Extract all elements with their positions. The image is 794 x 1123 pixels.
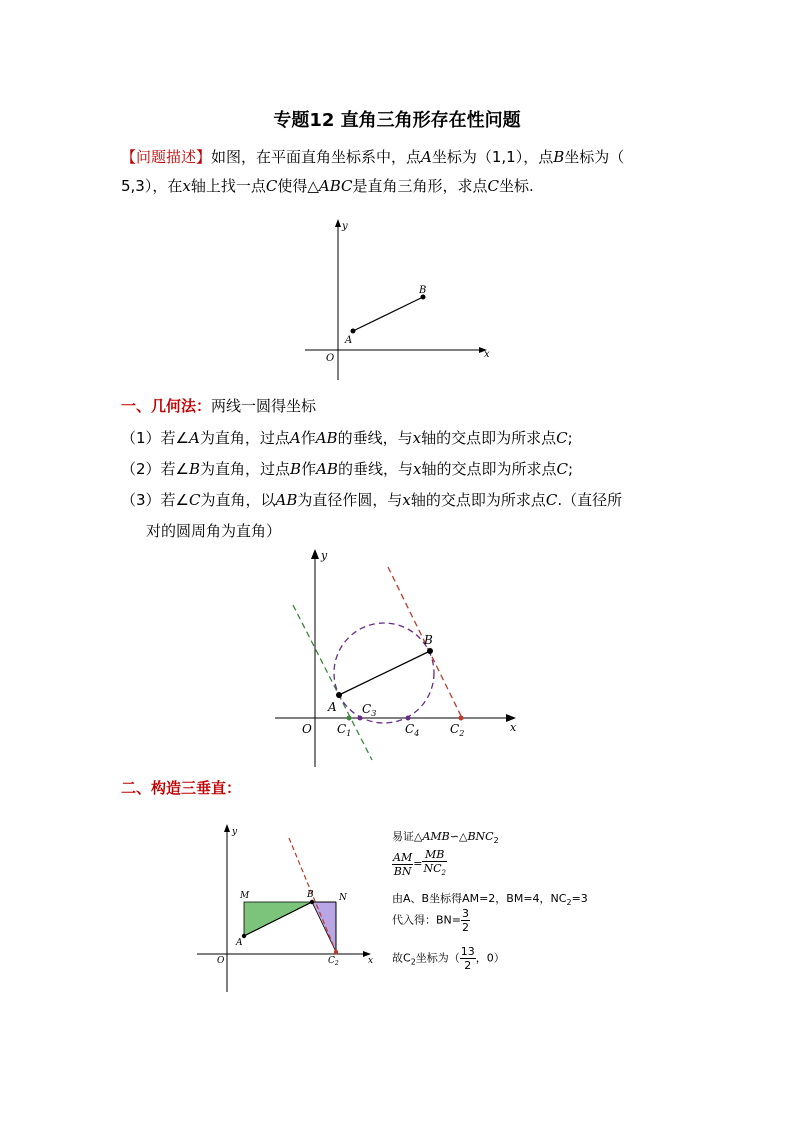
- fraction-3-2: [461, 907, 470, 934]
- C1-letter: C: [337, 722, 347, 736]
- text: 坐标为（: [564, 148, 625, 166]
- C2-letter: C: [450, 722, 460, 736]
- point-B-dot: [310, 900, 314, 904]
- A-label: A: [236, 938, 243, 948]
- B-label: B: [307, 890, 314, 900]
- point-C: C: [556, 460, 568, 478]
- point-B: B: [290, 460, 302, 478]
- N-label: N: [339, 893, 347, 903]
- segment-AB: [339, 651, 430, 695]
- text: 是直角三角形，求点: [352, 177, 488, 195]
- den-text: NC: [423, 862, 442, 875]
- method1-heading: [121, 395, 316, 416]
- text: 为直径作圆，与: [297, 491, 403, 509]
- text: 为直角，以: [200, 491, 276, 509]
- method1-case3: [121, 489, 622, 510]
- text: 作: [300, 429, 316, 447]
- fraction-AM-BN: [392, 851, 413, 878]
- text: 由A、B坐标得AM=2，BM=4，NC: [392, 892, 567, 905]
- point-C: C: [265, 177, 278, 195]
- var-x: x: [412, 429, 422, 447]
- text: =3: [571, 892, 588, 905]
- point-C: C: [189, 491, 201, 509]
- y-arrow: [224, 824, 230, 832]
- C3-label: [362, 702, 376, 718]
- point-C1-dot: [347, 716, 352, 721]
- text: 轴的交点即为所求点: [410, 491, 546, 509]
- triangle-ABC: ABC: [318, 177, 353, 195]
- heading-text: 一、几何法：: [121, 397, 212, 415]
- point-B: B: [189, 460, 201, 478]
- text: ;: [567, 460, 573, 478]
- text: 轴上找一点: [190, 177, 266, 195]
- text: 使得△: [277, 177, 319, 195]
- point-A: A: [289, 429, 301, 447]
- text: .（直径所: [557, 491, 623, 509]
- denominator: [422, 862, 447, 880]
- subscript: 2: [566, 898, 572, 908]
- denominator: BN: [393, 864, 412, 878]
- point-C3-dot: [358, 716, 363, 721]
- denominator: 2: [464, 959, 472, 972]
- M-label: M: [240, 891, 250, 901]
- method2-heading: 二、构造三垂直：: [121, 779, 242, 797]
- point-C2-dot: [334, 950, 338, 954]
- method1-case1: [121, 427, 573, 448]
- problem-line-2: [121, 175, 534, 196]
- perpendicular-at-A: [293, 605, 372, 760]
- text: 坐标为（: [415, 951, 460, 965]
- origin-label: O: [326, 353, 335, 364]
- text: ，0）: [475, 951, 505, 965]
- text: 轴的交点即为所求点: [421, 460, 557, 478]
- segment-AB: AB: [315, 429, 338, 447]
- B-label: B: [419, 285, 427, 296]
- B-label: B: [424, 633, 433, 647]
- text: 故C: [392, 951, 411, 965]
- subscript: 2: [410, 957, 416, 967]
- text: 如图，在平面直角坐标系中，点: [211, 148, 422, 166]
- text: 轴的交点即为所求点: [421, 429, 557, 447]
- figure-1: [300, 215, 500, 385]
- numerator: AM: [393, 850, 413, 864]
- x-label: x: [484, 349, 490, 360]
- triangle-BNC: BNC: [467, 830, 494, 843]
- problem-tag: 【问题描述】: [121, 148, 212, 166]
- y-arrow: [311, 549, 319, 559]
- y-label: y: [232, 827, 238, 837]
- point-A-dot: [351, 329, 356, 334]
- text: 坐标为（1,1），点: [431, 148, 554, 166]
- fraction-MB-NC2: [422, 848, 447, 880]
- y-label: y: [321, 549, 328, 562]
- point-C: C: [487, 177, 499, 195]
- text: （3）若∠: [121, 491, 189, 509]
- fraction-13-2: [460, 945, 476, 972]
- x-label: x: [510, 721, 517, 734]
- heading-rest: 两线一圆得坐标: [211, 397, 317, 415]
- C4-label: [405, 722, 419, 738]
- page-title: 专题12 直角三角形存在性问题: [273, 110, 521, 131]
- text: （2）若∠: [121, 460, 189, 478]
- triangle-AMB: AMB: [422, 830, 450, 843]
- origin-label: O: [217, 956, 225, 966]
- point-B: B: [553, 148, 565, 166]
- A-label: A: [345, 335, 353, 346]
- note-similar: [392, 828, 499, 845]
- text: 作: [301, 460, 317, 478]
- var-x: x: [402, 491, 411, 509]
- C2-sub: 2: [334, 960, 339, 967]
- text: ∽△: [449, 830, 468, 843]
- point-C: C: [556, 429, 568, 447]
- point-A: A: [189, 429, 200, 447]
- text: 为直角，过点: [200, 460, 291, 478]
- text: 易证△: [392, 830, 423, 843]
- denominator: 2: [462, 921, 469, 934]
- text: 5,3），在: [121, 177, 183, 195]
- figure-2: [270, 545, 530, 770]
- C2-letter: C: [328, 956, 335, 966]
- numerator: 13: [460, 945, 475, 958]
- C2-sub: 2: [459, 729, 465, 738]
- y-label: y: [342, 221, 348, 232]
- point-C: C: [545, 491, 558, 509]
- method1-case2: [121, 458, 573, 479]
- numerator: 3: [462, 907, 469, 920]
- text: ;: [567, 429, 573, 447]
- var-x: x: [182, 177, 191, 195]
- x-label: x: [368, 956, 374, 966]
- point-B-dot: [427, 648, 433, 654]
- C4-sub: 4: [414, 729, 420, 738]
- C3-letter: C: [362, 702, 372, 716]
- text: （1）若∠: [121, 429, 189, 447]
- note-answer: [392, 945, 505, 972]
- equals: =: [413, 857, 423, 871]
- text: 的垂线，与: [337, 460, 413, 478]
- C2-label: [328, 956, 339, 967]
- y-arrow: [335, 219, 341, 227]
- problem-line-1: [121, 146, 624, 167]
- numerator: MB: [422, 848, 447, 862]
- point-A-dot: [336, 692, 342, 698]
- segment-AB: [353, 297, 423, 331]
- point-C4-dot: [406, 716, 411, 721]
- text: 为直角，过点: [199, 429, 290, 447]
- subscript: 2: [493, 836, 499, 846]
- text: 代入得：BN=: [392, 913, 461, 927]
- note-BN: [392, 907, 470, 934]
- point-A: A: [421, 148, 432, 166]
- C1-label: [337, 722, 351, 738]
- den-sub: 2: [441, 869, 446, 878]
- method1-case3-line2: 对的圆周角为直角）: [146, 522, 282, 540]
- figure-3: [195, 820, 385, 995]
- C2-label: [450, 722, 464, 738]
- text: 坐标.: [499, 177, 534, 195]
- origin-label: O: [302, 722, 312, 736]
- C4-letter: C: [405, 722, 415, 736]
- var-x: x: [412, 460, 422, 478]
- segment-AB: AB: [316, 460, 338, 478]
- C1-sub: 1: [346, 729, 352, 738]
- text: 的垂线，与: [337, 429, 413, 447]
- note-ratio: [392, 848, 447, 880]
- C3-sub: 3: [371, 709, 377, 718]
- A-label: A: [328, 700, 337, 714]
- note-values: [392, 890, 588, 907]
- segment-AB: AB: [275, 491, 298, 509]
- point-C2-dot: [459, 716, 464, 721]
